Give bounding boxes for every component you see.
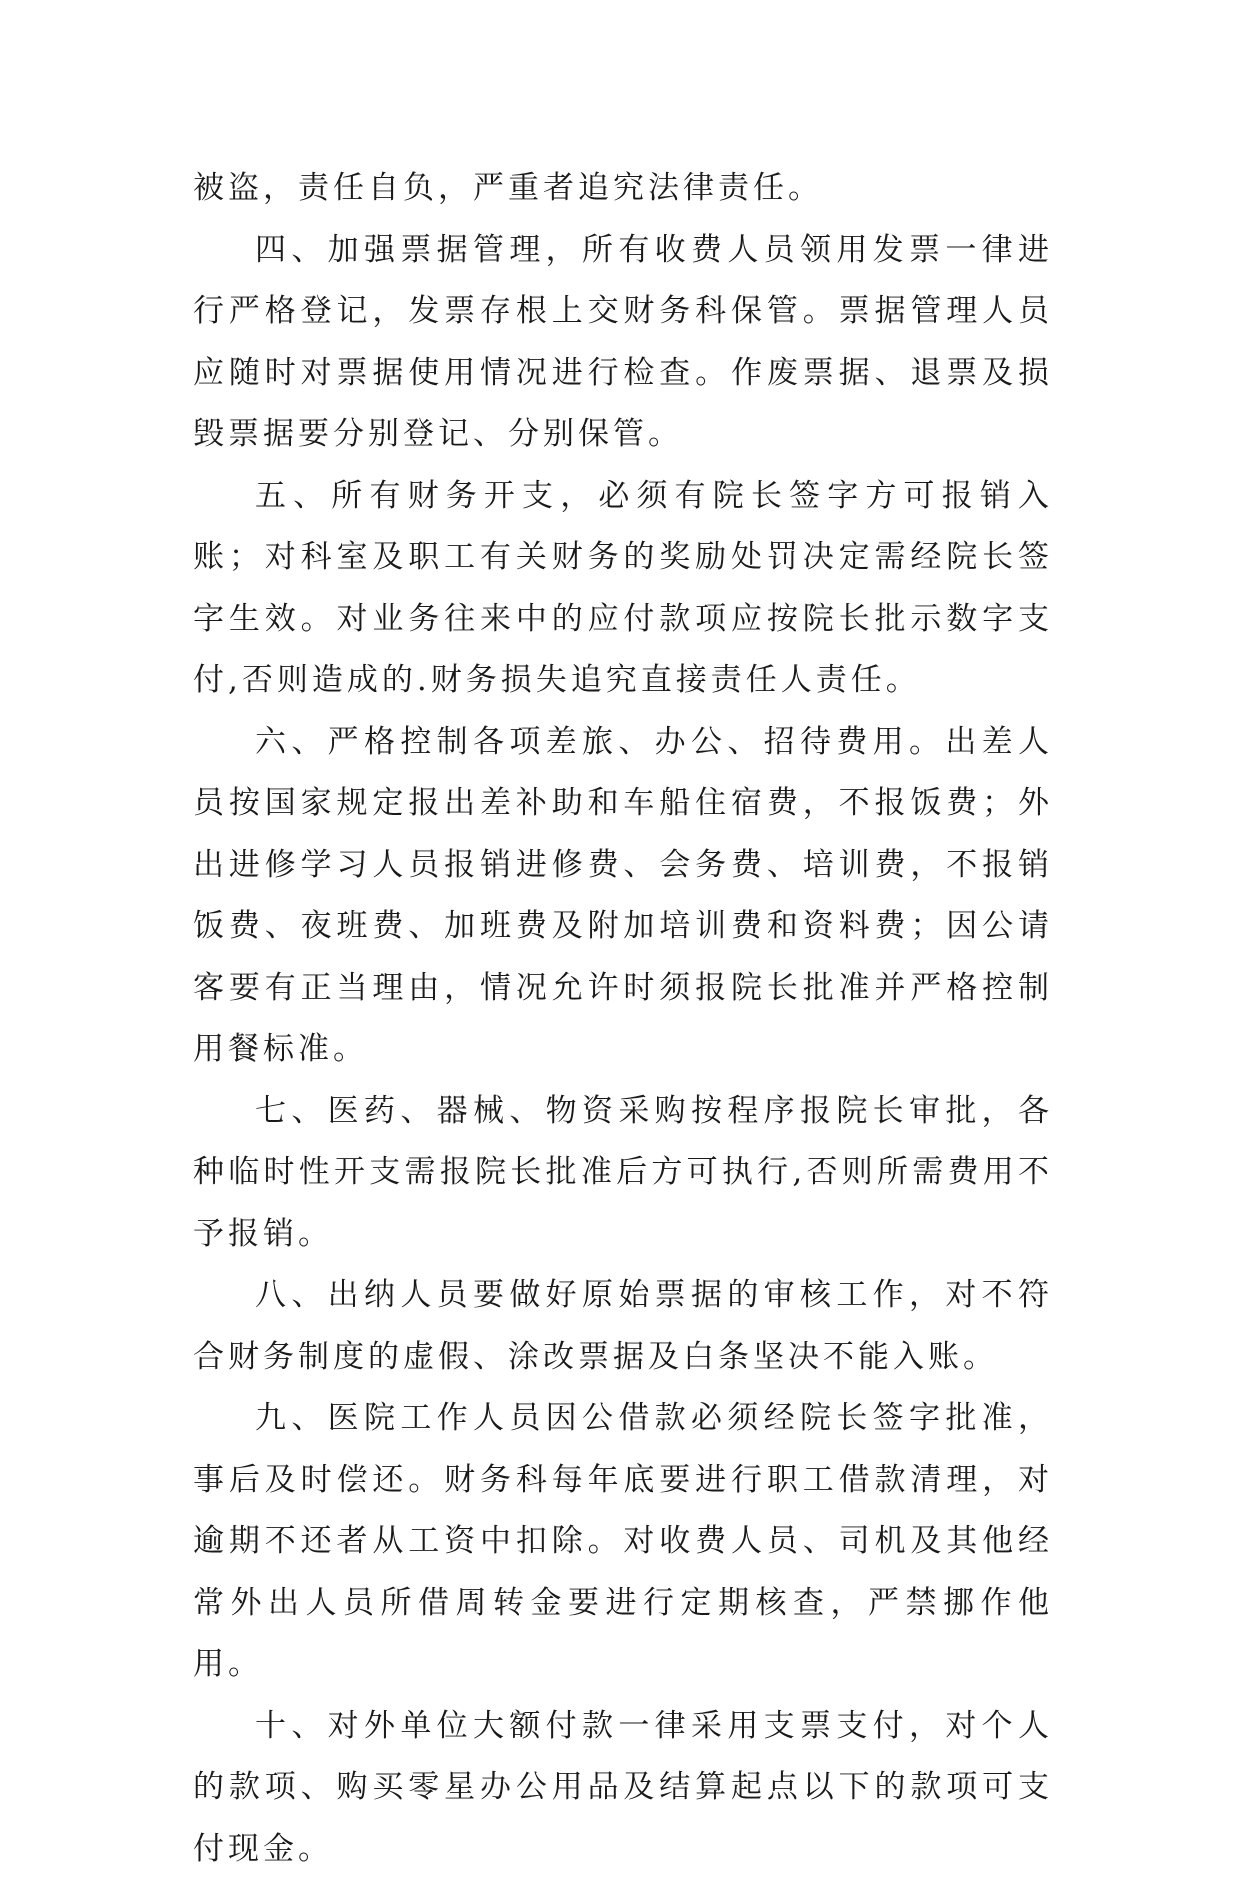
document-body <box>193 158 1053 1880</box>
paragraph-item-9: 九、医院工作人员因公借款必须经院长签字批准，事后及时偿还。财务科每年底要进行职工借款清理，对逾期不还者从工资中扣除。对收费人员、司机及其他经常外出人员所借周转金要进行定期核查，严禁挪作他用。 <box>193 1388 1053 1696</box>
paragraph-item-6: 六、严格控制各项差旅、办公、招待费用。出差人员按国家规定报出差补助和车船住宿费，不报饭费；外出进修学习人员报销进修费、会务费、培训费，不报销饭费、夜班费、加班费及附加培训费和资料费；因公请客要有正当理由，情况允许时须报院长批准并严格控制用餐标准。 <box>193 712 1053 1081</box>
paragraph-item-7: 七、医药、器械、物资采购按程序报院长审批，各种临时性开支需报院长批准后方可执行,否则所需费用不予报销。 <box>193 1081 1053 1266</box>
paragraph-item-4: 四、加强票据管理，所有收费人员领用发票一律进行严格登记，发票存根上交财务科保管。票据管理人员应随时对票据使用情况进行检查。作废票据、退票及损毁票据要分别登记、分别保管。 <box>193 220 1053 466</box>
paragraph-item-10: 十、对外单位大额付款一律采用支票支付，对个人的款项、购买零星办公用品及结算起点以下的款项可支付现金。 <box>193 1696 1053 1880</box>
paragraph-item-8: 八、出纳人员要做好原始票据的审核工作，对不符合财务制度的虚假、涂改票据及白条坚决不能入账。 <box>193 1265 1053 1388</box>
paragraph-item-5: 五、所有财务开支，必须有院长签字方可报销入账；对科室及职工有关财务的奖励处罚决定需经院长签字生效。对业务往来中的应付款项应按院长批示数字支付,否则造成的.财务损失追究直接责任人责任。 <box>193 466 1053 712</box>
paragraph-continuation: 被盗，责任自负，严重者追究法律责任。 <box>193 158 1053 220</box>
